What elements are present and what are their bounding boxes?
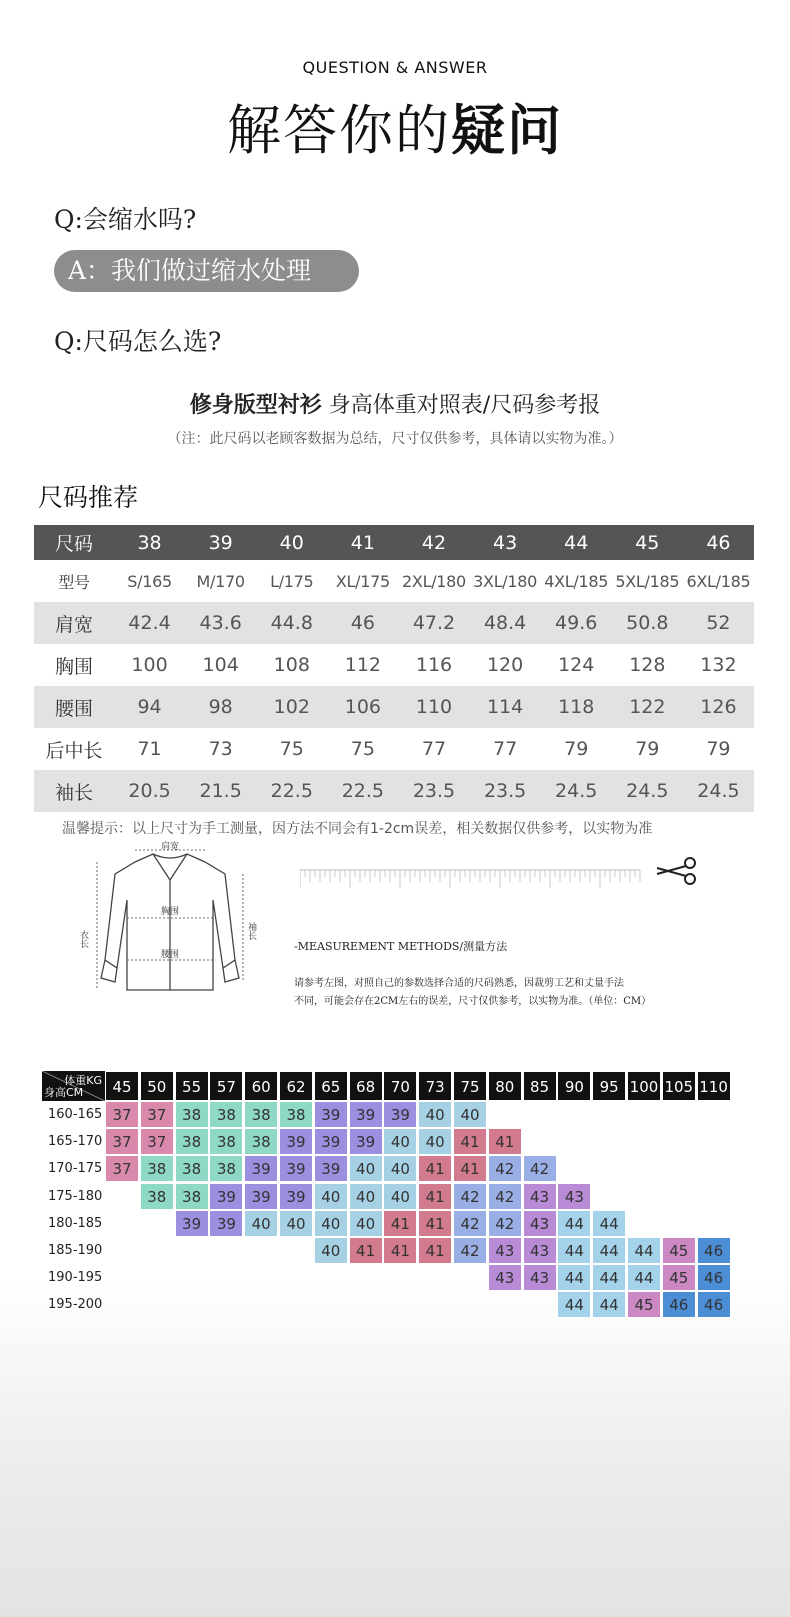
grid-size-cell: 41 (453, 1155, 487, 1182)
size-cell: 23.5 (470, 770, 541, 812)
size-row (34, 560, 754, 602)
grid-size-cell: 43 (557, 1183, 591, 1210)
grid-weight-header: 60 (244, 1071, 278, 1101)
shirt-measure-diagram (75, 840, 265, 1015)
grid-height-label: 165-170 (48, 1134, 103, 1150)
grid-size-cell: 44 (627, 1237, 661, 1264)
grid-size-cell: 38 (140, 1155, 174, 1182)
label-sleeve: 袖长 (246, 922, 256, 940)
grid-size-cell: 40 (383, 1183, 417, 1210)
size-cell: 71 (137, 738, 162, 760)
size-cell: 118 (541, 686, 612, 728)
size-cell: 24.5 (541, 770, 612, 812)
grid-size-cell: 42 (488, 1210, 522, 1237)
size-cell: 46 (327, 602, 398, 644)
size-cell: 75 (279, 738, 304, 760)
grid-size-cell: 38 (175, 1128, 209, 1155)
grid-size-cell: 38 (279, 1101, 313, 1128)
grid-size-cell: 40 (453, 1101, 487, 1128)
grid-size-cell: 40 (279, 1210, 313, 1237)
grid-size-cell: 45 (627, 1291, 661, 1318)
grid-size-cell: 41 (383, 1237, 417, 1264)
grid-size-cell: 38 (244, 1101, 278, 1128)
size-cell: 100 (131, 654, 168, 676)
size-cell: 4XL/185 (544, 571, 609, 591)
grid-size-cell: 42 (523, 1155, 557, 1182)
size-cell: 21.5 (185, 770, 256, 812)
size-cell: XL/175 (335, 571, 390, 591)
grid-size-cell: 37 (140, 1128, 174, 1155)
grid-size-cell: 42 (488, 1155, 522, 1182)
grid-size-cell: 38 (175, 1155, 209, 1182)
size-row-label: 后中长 (45, 739, 103, 762)
grid-weight-header: 65 (314, 1071, 348, 1101)
size-header-cell: 45 (612, 525, 683, 560)
corner-weight-label: 体重KG (64, 1074, 102, 1087)
grid-weight-header: 80 (488, 1071, 522, 1101)
size-row-label: 胸围 (54, 655, 93, 678)
size-row (34, 644, 754, 686)
qa-title (0, 88, 790, 165)
grid-size-cell: 42 (488, 1183, 522, 1210)
grid-size-cell: 37 (105, 1101, 139, 1128)
size-cell: 114 (470, 686, 541, 728)
size-cell: L/175 (270, 571, 314, 591)
grid-size-cell: 39 (314, 1128, 348, 1155)
grid-weight-header: 50 (140, 1071, 174, 1101)
size-cell: 122 (612, 686, 683, 728)
grid-height-label: 175-180 (48, 1188, 103, 1204)
grid-height-label: 170-175 (48, 1161, 103, 1177)
grid-size-cell: 37 (140, 1101, 174, 1128)
grid-weight-header: 68 (349, 1071, 383, 1101)
grid-size-cell: 39 (314, 1101, 348, 1128)
grid-size-cell: 40 (349, 1210, 383, 1237)
grid-size-cell: 44 (592, 1291, 626, 1318)
size-row (34, 602, 754, 644)
size-cell: 42.4 (114, 602, 185, 644)
size-header-cell: 42 (398, 525, 469, 560)
size-header-row (34, 525, 754, 560)
size-cell: 108 (273, 654, 310, 676)
grid-weight-header: 105 (662, 1071, 696, 1101)
grid-size-cell: 43 (488, 1237, 522, 1264)
grid-weight-header: 95 (592, 1071, 626, 1101)
grid-size-cell: 39 (244, 1183, 278, 1210)
size-cell: 77 (493, 738, 518, 760)
grid-height-label: 185-190 (48, 1243, 103, 1258)
measure-text-1: 请参考左图，对照自己的参数选择合适的尺码熟悉，因裁剪工艺和丈量手法 (294, 978, 624, 989)
grid-weight-header: 55 (175, 1071, 209, 1101)
grid-weight-header: 85 (523, 1071, 557, 1101)
grid-size-cell: 46 (697, 1264, 731, 1291)
grid-size-cell: 40 (349, 1155, 383, 1182)
grid-size-cell: 43 (523, 1210, 557, 1237)
size-cell: 22.5 (256, 770, 327, 812)
label-waist: 腰围 (160, 950, 180, 960)
measure-text-2: 不同，可能会存在2CM左右的误差，尺寸仅供参考，以实物为准。（单位：CM） (294, 996, 652, 1007)
size-cell: 20.5 (114, 770, 185, 812)
grid-size-cell: 41 (418, 1237, 452, 1264)
grid-size-cell: 39 (279, 1155, 313, 1182)
grid-corner (42, 1071, 105, 1101)
grid-size-cell: 43 (523, 1264, 557, 1291)
subtitle-rest: 身高体重对照表/尺码参考报 (321, 393, 601, 418)
grid-size-cell: 44 (557, 1237, 591, 1264)
size-table-title: 尺码推荐 (38, 483, 139, 512)
grid-size-cell: 40 (349, 1183, 383, 1210)
grid-height-label: 180-185 (48, 1215, 103, 1231)
size-cell: 132 (700, 654, 737, 676)
grid-size-cell: 39 (244, 1155, 278, 1182)
grid-weight-header: 70 (383, 1071, 417, 1101)
grid-weight-header: 110 (697, 1071, 731, 1101)
grid-size-cell: 41 (488, 1128, 522, 1155)
size-row (34, 770, 754, 812)
grid-weight-header: 90 (557, 1071, 591, 1101)
grid-size-cell: 46 (697, 1237, 731, 1264)
grid-size-cell: 39 (279, 1128, 313, 1155)
grid-height-label: 195-200 (48, 1297, 103, 1313)
grid-size-cell: 39 (209, 1183, 243, 1210)
grid-size-cell: 39 (314, 1155, 348, 1182)
size-cell: 116 (415, 654, 453, 676)
size-header-cell: 38 (114, 525, 185, 560)
grid-size-cell: 39 (209, 1210, 243, 1237)
grid-size-cell: 38 (244, 1128, 278, 1155)
size-cell: 128 (629, 654, 666, 676)
size-cell: 47.2 (398, 602, 469, 644)
size-cell: 3XL/180 (473, 571, 538, 591)
grid-size-cell: 44 (557, 1210, 591, 1237)
size-cell: 24.5 (612, 770, 683, 812)
grid-size-cell: 37 (105, 1128, 139, 1155)
size-cell: 106 (327, 686, 398, 728)
grid-size-cell: 46 (662, 1291, 696, 1318)
size-cell: 24.5 (683, 770, 754, 812)
question-size: Q:尺码怎么选? (54, 327, 222, 356)
grid-weight-header: 75 (453, 1071, 487, 1101)
size-cell: 2XL/180 (402, 571, 466, 591)
size-cell: 43.6 (185, 602, 256, 644)
size-cell: 79 (635, 738, 660, 760)
grid-size-cell: 44 (557, 1264, 591, 1291)
grid-size-cell: 39 (383, 1101, 417, 1128)
grid-size-cell: 44 (592, 1264, 626, 1291)
grid-size-cell: 41 (418, 1210, 452, 1237)
grid-size-cell: 45 (662, 1237, 696, 1264)
scissors-icon (655, 856, 699, 886)
grid-size-cell: 38 (175, 1101, 209, 1128)
grid-height-label: 160-165 (48, 1107, 103, 1122)
answer-shrink: A：我们做过缩水处理 (54, 250, 359, 292)
grid-size-cell: 43 (488, 1264, 522, 1291)
size-cell: 5XL/185 (615, 571, 680, 591)
grid-size-cell: 38 (209, 1155, 243, 1182)
grid-size-cell: 41 (349, 1237, 383, 1264)
question-shrink: Q:会缩水吗? (54, 205, 197, 234)
grid-size-cell: 40 (383, 1128, 417, 1155)
size-header-cell: 40 (256, 525, 327, 560)
grid-size-cell: 38 (209, 1101, 243, 1128)
size-cell: 94 (114, 686, 185, 728)
grid-weight-header: 45 (105, 1071, 139, 1101)
size-row-label: 肩宽 (34, 602, 114, 644)
label-shoulder: 肩宽 (160, 842, 180, 852)
grid-size-cell: 39 (279, 1183, 313, 1210)
grid-size-cell: 44 (592, 1237, 626, 1264)
grid-size-cell: 40 (314, 1237, 348, 1264)
size-header-cell: 41 (327, 525, 398, 560)
grid-size-cell: 45 (662, 1264, 696, 1291)
ruler-icon (300, 868, 670, 890)
size-cell: 49.6 (541, 602, 612, 644)
grid-size-cell: 44 (627, 1264, 661, 1291)
size-cell: 73 (208, 738, 233, 760)
label-chest: 胸围 (160, 907, 180, 917)
size-cell: 110 (398, 686, 469, 728)
grid-size-cell: 39 (175, 1210, 209, 1237)
size-row-label: 袖长 (34, 770, 114, 812)
size-cell: 50.8 (612, 602, 683, 644)
grid-height-label: 190-195 (48, 1270, 103, 1286)
size-cell: 120 (486, 654, 524, 676)
size-cell: M/170 (196, 571, 245, 591)
size-cell: 77 (421, 738, 447, 760)
size-cell: 44.8 (256, 602, 327, 644)
grid-size-cell: 38 (175, 1183, 209, 1210)
size-cell: 75 (350, 738, 375, 760)
size-header-cell: 46 (683, 525, 754, 560)
grid-size-cell: 40 (383, 1155, 417, 1182)
subtitle-bold: 修身版型衬衫 (189, 393, 322, 418)
size-cell: 79 (706, 738, 731, 760)
grid-size-cell: 43 (523, 1183, 557, 1210)
grid-size-cell: 43 (523, 1237, 557, 1264)
grid-size-cell: 40 (244, 1210, 278, 1237)
grid-weight-header: 57 (209, 1071, 243, 1101)
size-row-label: 腰围 (34, 686, 114, 728)
grid-size-cell: 41 (453, 1128, 487, 1155)
grid-size-cell: 37 (105, 1155, 139, 1182)
grid-size-cell: 44 (557, 1291, 591, 1318)
shirt-outline-icon (101, 854, 239, 990)
label-length: 衣长 (78, 930, 88, 948)
grid-size-cell: 42 (453, 1237, 487, 1264)
grid-size-cell: 44 (592, 1210, 626, 1237)
qa-title-bold: 疑问 (451, 99, 563, 162)
size-chart-subtitle (0, 388, 790, 419)
size-cell: 22.5 (327, 770, 398, 812)
size-cell: 102 (256, 686, 327, 728)
size-cell: 23.5 (398, 770, 469, 812)
grid-size-cell: 41 (383, 1210, 417, 1237)
size-row (34, 728, 754, 770)
grid-size-cell: 46 (697, 1291, 731, 1318)
measure-title: -MEASUREMENT METHODS/测量方法 (294, 940, 508, 953)
grid-size-cell: 42 (453, 1210, 487, 1237)
size-cell: 104 (202, 654, 239, 676)
grid-size-cell: 40 (314, 1183, 348, 1210)
qa-title-light: 解答你的 (227, 99, 451, 162)
size-cell: 112 (344, 654, 382, 676)
grid-weight-header: 62 (279, 1071, 313, 1101)
size-cell: 98 (185, 686, 256, 728)
grid-weight-header: 100 (627, 1071, 661, 1101)
corner-height-label: 身高CM (44, 1086, 84, 1099)
grid-size-cell: 40 (418, 1101, 452, 1128)
grid-size-cell: 38 (140, 1183, 174, 1210)
grid-size-cell: 40 (418, 1128, 452, 1155)
size-cell: 48.4 (470, 602, 541, 644)
grid-weight-header: 73 (418, 1071, 452, 1101)
grid-size-cell: 39 (349, 1101, 383, 1128)
size-cell: S/165 (127, 571, 172, 591)
size-tip: 温馨提示：以上尺寸为手工测量，因方法不同会有1-2cm误差，相关数据仅供参考，以实物为准 (62, 821, 653, 837)
size-cell: 79 (564, 738, 589, 760)
qa-eyebrow: QUESTION & ANSWER (302, 58, 488, 77)
grid-size-cell: 40 (314, 1210, 348, 1237)
grid-size-cell: 42 (453, 1183, 487, 1210)
size-header-label: 尺码 (34, 525, 114, 560)
size-cell: 6XL/185 (686, 571, 751, 591)
grid-size-cell: 39 (349, 1128, 383, 1155)
size-row-label: 型号 (58, 572, 90, 592)
subtitle-note: （注：此尺码以老顾客数据为总结，尺寸仅供参考，具体请以实物为准。） (167, 431, 623, 447)
size-header-cell: 39 (185, 525, 256, 560)
grid-size-cell: 41 (418, 1155, 452, 1182)
grid-size-cell: 41 (418, 1183, 452, 1210)
size-cell: 124 (558, 654, 595, 676)
grid-size-cell: 38 (209, 1128, 243, 1155)
size-header-cell: 43 (470, 525, 541, 560)
size-row (34, 686, 754, 728)
size-header-cell: 44 (541, 525, 612, 560)
size-cell: 52 (683, 602, 754, 644)
size-cell: 126 (683, 686, 754, 728)
size-table (34, 525, 754, 812)
